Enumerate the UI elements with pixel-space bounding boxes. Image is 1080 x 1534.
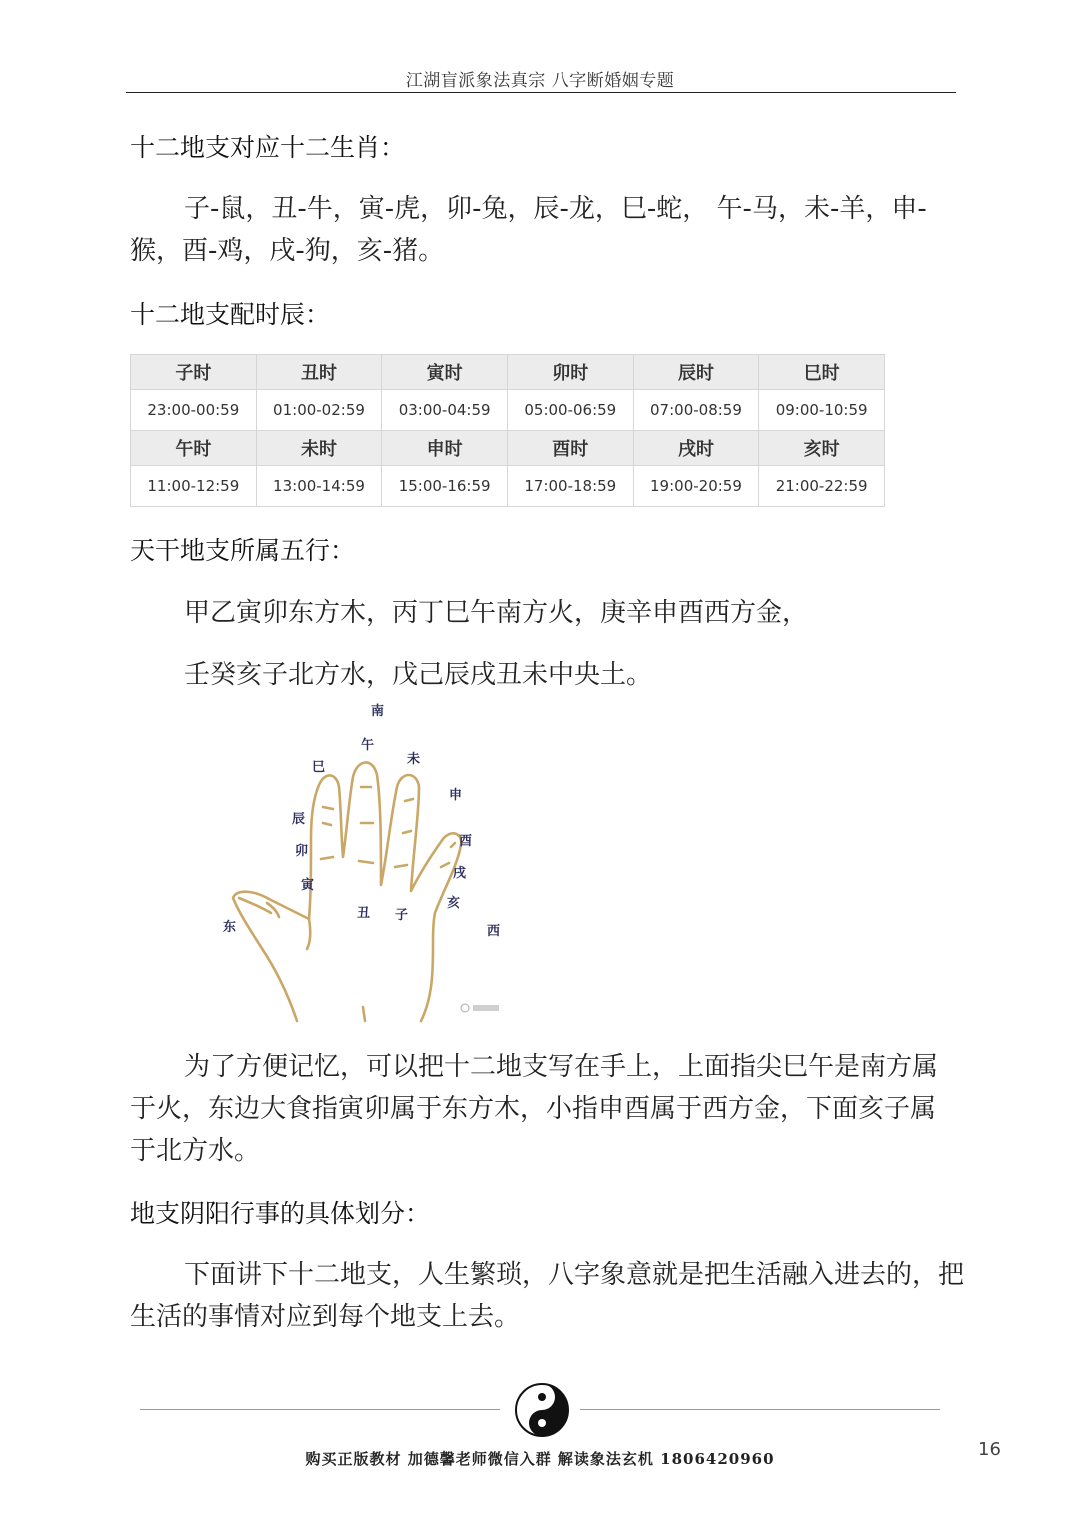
label-yin: 寅 [301,878,315,893]
table-cell: 23:00-00:59 [131,390,257,431]
table-header-cell: 巳时 [759,355,885,390]
label-shen: 申 [449,788,463,803]
table-header-cell: 卯时 [507,355,633,390]
yin-yang-icon [514,1382,570,1438]
label-hai: 亥 [447,896,461,911]
table-cell: 03:00-04:59 [382,390,508,431]
table-cell: 09:00-10:59 [759,390,885,431]
table-header-cell: 子时 [131,355,257,390]
footer-text: 购买正版教材 加德馨老师微信入群 解读象法玄机 1806420960 [305,1450,775,1468]
label-chen: 辰 [292,812,306,827]
label-east: 东 [223,920,237,935]
table-header-cell: 未时 [256,431,382,466]
table-cell: 15:00-16:59 [382,466,508,507]
label-west: 西 [487,924,501,939]
table-header-cell: 戌时 [633,431,759,466]
watermark-logo [461,1004,499,1012]
footer-rule-left [140,1409,500,1410]
elements-line-2: 壬癸亥子北方水，戊己辰戌丑未中央土。 [184,660,653,690]
elements-line-1: 甲乙寅卯东方木，丙丁巳午南方火，庚辛申酉西方金， [184,598,809,628]
footer-rule-right [580,1409,940,1410]
label-xu: 戌 [453,866,467,881]
zodiac-paragraph: 子-鼠，丑-牛，寅-虎，卯-兔，辰-龙，巳-蛇， 午-马，未-羊，申-猴，酉-鸡，戌-狗，亥-猪。 [130,194,927,266]
table-cell: 13:00-14:59 [256,466,382,507]
table-header-cell: 午时 [131,431,257,466]
label-zi: 子 [395,908,409,923]
yinyang-heading: 地支阴阳行事的具体划分： [130,1199,431,1228]
zodiac-heading: 十二地支对应十二生肖： [130,133,406,162]
hand-outline [233,762,461,1021]
table-cell: 07:00-08:59 [633,390,759,431]
table-header-cell: 酉时 [507,431,633,466]
table-cell: 19:00-20:59 [633,466,759,507]
table-row [131,390,885,431]
page-number: 16 [978,1439,1001,1460]
hours-table [130,354,885,507]
memory-paragraph: 为了方便记忆，可以把十二地支写在手上，上面指尖巳午是南方属于火，东边大食指寅卯属于东方木，小指申酉属于西方金，下面亥子属于北方水。 [130,1052,939,1166]
page-header-title: 江湖盲派象法真宗 八字断婚姻专题 [405,71,675,91]
yinyang-paragraph: 下面讲下十二地支，人生繁琐，八字象意就是把生活融入进去的，把生活的事情对应到每个地支上去。 [130,1260,965,1332]
table-header-cell: 辰时 [633,355,759,390]
table-row [131,466,885,507]
elements-heading: 天干地支所属五行： [130,536,356,565]
table-cell: 11:00-12:59 [131,466,257,507]
label-you: 酉 [459,834,473,849]
table-cell: 17:00-18:59 [507,466,633,507]
table-cell: 05:00-06:59 [507,390,633,431]
table-header-cell: 丑时 [256,355,382,390]
table-header-cell: 申时 [382,431,508,466]
label-south: 南 [371,704,385,719]
table-header-cell: 寅时 [382,355,508,390]
hours-heading: 十二地支配时辰： [130,300,331,329]
label-wu: 午 [361,738,375,753]
palm-diagram [215,695,525,1025]
label-wei: 未 [407,752,421,767]
table-row [131,355,885,390]
table-cell: 01:00-02:59 [256,390,382,431]
label-chou: 丑 [357,906,371,921]
label-si: 巳 [312,760,326,775]
table-row [131,431,885,466]
label-mao: 卯 [295,844,309,859]
header-rule [126,92,956,93]
table-cell: 21:00-22:59 [759,466,885,507]
table-header-cell: 亥时 [759,431,885,466]
